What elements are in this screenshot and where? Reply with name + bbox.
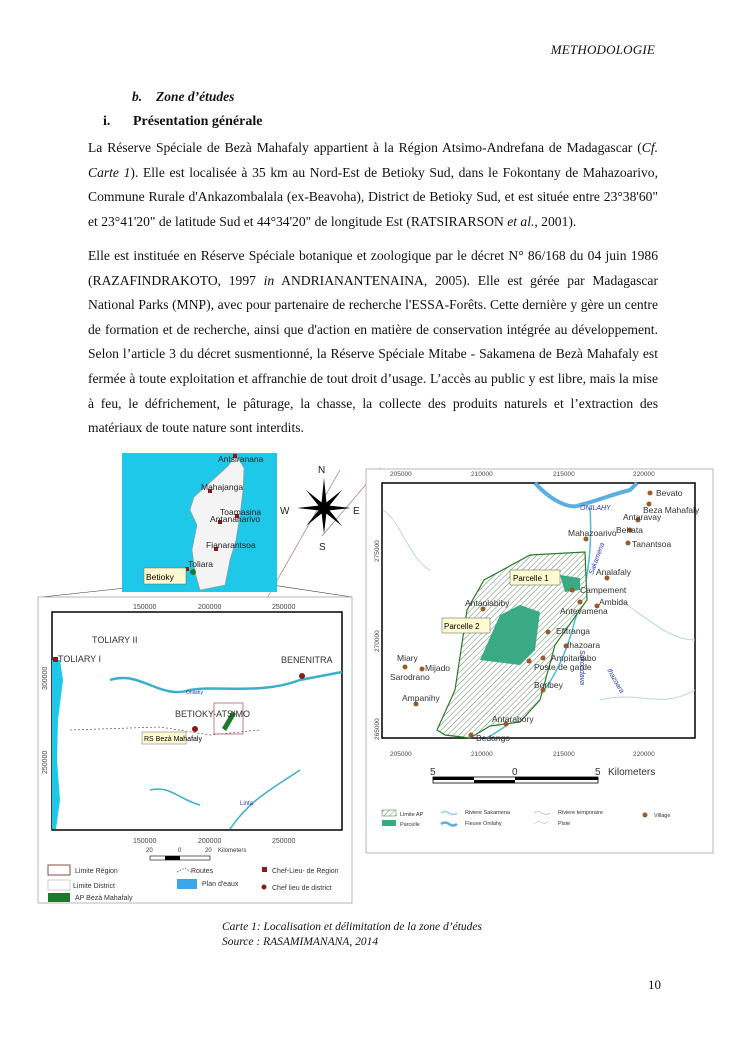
x-tick: 200000 — [198, 604, 222, 611]
x-tick: 205000 — [390, 471, 412, 478]
scale-label: 20 — [146, 848, 153, 854]
running-header: METHODOLOGIE — [550, 42, 655, 57]
scale-label: 20 — [205, 848, 212, 854]
section-letter: b. — [132, 89, 143, 104]
regional-map — [38, 597, 352, 903]
district-label: BETIOKY-ATSIMO — [175, 709, 251, 719]
city-label: Toamasina — [220, 507, 262, 517]
x-tick: 205000 — [390, 751, 412, 758]
legend-label: Limite AP — [400, 812, 424, 818]
village-label: Beza Mahafaly — [643, 505, 700, 515]
compass-rose-icon — [280, 465, 360, 553]
subsection-numeral: i. — [103, 114, 111, 129]
village-label: Sarodrano — [390, 672, 430, 682]
village-label: Analafaly — [596, 567, 631, 577]
legend-label: Riviere temporaire — [558, 810, 603, 816]
section-title: Zone d’études — [156, 89, 235, 104]
legend-label: Village — [654, 813, 671, 819]
city-label: Antsiranana — [218, 454, 264, 464]
y-tick: 300000 — [42, 666, 49, 690]
x-tick: 220000 — [633, 751, 655, 758]
y-tick: 270000 — [374, 630, 381, 652]
village-label: Poste de garde — [534, 662, 592, 672]
village-label: Bevato — [656, 488, 683, 498]
scale-unit: Kilometers — [218, 848, 247, 854]
legend-label: Chef lieu de district — [272, 885, 332, 892]
legend-label: Piste — [558, 821, 571, 827]
legend-label: Routes — [191, 868, 214, 875]
x-tick: 150000 — [133, 604, 157, 611]
x-tick: 215000 — [553, 471, 575, 478]
village-label: Antevamena — [560, 606, 608, 616]
village-label: Antaolabiby — [465, 598, 510, 608]
village-label: Antarabory — [492, 714, 534, 724]
village-label: Tanantsoa — [632, 539, 672, 549]
betioky-callout: Betioky — [146, 572, 174, 582]
scale-label: 5 — [430, 767, 436, 778]
river-label: Ihazoara — [605, 667, 625, 695]
district-label: TOLIARY II — [92, 635, 138, 645]
city-label: Mahajanga — [201, 482, 244, 492]
river-label: Onilahy — [186, 690, 203, 696]
legend-label: Plan d'eaux — [202, 881, 239, 888]
figure-reference: Cf. Carte 1 — [88, 140, 658, 180]
caption-title: Carte 1: Localisation et délimitation de la zone d’études — [222, 921, 482, 933]
village-label: Mijado — [425, 663, 451, 673]
x-tick: 200000 — [198, 838, 222, 845]
y-tick: 275000 — [374, 540, 381, 562]
river-label: Sakamena — [588, 541, 607, 576]
figure-caption — [222, 920, 482, 950]
legend-label: Riviere Sakamena — [465, 810, 510, 816]
village-label: Boribey — [534, 680, 563, 690]
text: ). Elle est localisée à 35 km au Nord-Est de Betioky Sud, dans le Fokontany de Mahazoarivo, Commune Rurale d'Ankazombalala (ex-Beavoha), District de Betioky Sud, et est située entre 23°38'60" et 23°41'20" de latitude Sud et 44°34'20" de longitude Est (RATSIRARSON — [88, 164, 658, 229]
compass-w: W — [280, 506, 290, 517]
village-label: Bedango — [476, 733, 511, 743]
madagascar-inset-map — [122, 453, 277, 592]
text: ANDRIANANTENAINA, 2005). Elle est gérée par Madagascar National Parks (MNP), avec pour partenaire de recherche l'ESSA-Forêts. Cette dernière y gère un centre de formation et de recherche, ainsi que d'action en matière de conservation intégrée au développement. Selon l’article 3 du décret susmentionné, la Réserve Spéciale Mitabe - Sakamena de Bezà Mahafaly est fermée à toute exploitation et affranchie de tout droit d’usage. L’accès au public y est libre, mais la mise à feu, le défrichement, le pâturage, la chasse, la collecte des produits naturels et l’extraction des matériaux de toute nature sont interdits. — [88, 272, 658, 436]
x-tick: 215000 — [553, 751, 575, 758]
citation-etal: et al., — [507, 213, 538, 229]
x-tick: 210000 — [471, 471, 493, 478]
city-label: Fianarantsoa — [206, 540, 256, 550]
y-tick: 265000 — [374, 718, 381, 740]
village-label: Behata — [616, 525, 643, 535]
village-label: Ambida — [599, 597, 628, 607]
y-tick: 250000 — [42, 750, 49, 774]
river-label: Sakondava — [578, 650, 585, 686]
rs-beza-callout: RS Bezà Mahafaly — [144, 736, 202, 743]
detail-map — [366, 469, 713, 853]
parcelle-2-callout: Parcelle 2 — [444, 622, 480, 631]
betioky-marker — [190, 569, 196, 575]
x-tick: 150000 — [133, 838, 157, 845]
river-label: Linta — [240, 801, 254, 807]
scale-label: 5 — [595, 767, 601, 778]
district-label: BENENITRA — [281, 655, 333, 665]
scale-label: 0 — [512, 767, 518, 778]
caption-source: Source : RASAMIMANANA, 2014 — [222, 936, 379, 948]
district-label: TOLIARY I — [58, 654, 102, 664]
x-tick: 250000 — [272, 838, 296, 845]
legend-label: Limite Région — [75, 868, 118, 875]
village-label: Miary — [397, 653, 418, 663]
village-label: Ihazoara — [567, 640, 601, 650]
village-label: Antaravay — [623, 512, 662, 522]
x-tick: 220000 — [633, 471, 655, 478]
compass-s: S — [319, 542, 326, 553]
village-label: Ampitanabo — [551, 653, 597, 663]
city-label: Antananarivo — [210, 514, 261, 524]
text: Elle est instituée en Réserve Spéciale botanique et zoologique par le décret N° 86/168 du 04 juin 1986 (RAZAFINDRAKOTO, 1997 — [88, 248, 658, 288]
village-label: Mahazoarivo — [568, 528, 617, 538]
parcelle-1-callout: Parcelle 1 — [513, 574, 549, 583]
city-label: Toliara — [188, 559, 214, 569]
x-tick: 250000 — [272, 604, 296, 611]
scale-unit: Kilometers — [608, 767, 656, 778]
subsection-title: Présentation générale — [133, 114, 263, 129]
citation-in: in — [263, 272, 275, 288]
text: La Réserve Spéciale de Bezà Mahafaly appartient à la Région Atsimo-Andrefana de Madagascar ( — [88, 140, 642, 155]
village-label: Efitranga — [556, 626, 591, 636]
legend-label: Parcelle — [400, 822, 420, 828]
village-label: Campement — [580, 585, 627, 595]
compass-n: N — [318, 465, 326, 476]
x-tick: 210000 — [471, 751, 493, 758]
river-label: ONILAHY — [580, 505, 611, 512]
legend-label: Chef-Lieu- de Region — [272, 868, 339, 875]
legend-label: Fleuve Onilahy — [465, 821, 502, 827]
page-number: 10 — [648, 977, 661, 992]
compass-e: E — [353, 506, 360, 517]
village-label: Ampanihy — [402, 693, 440, 703]
scale-label: 0 — [178, 848, 182, 854]
legend-label: Limite District — [73, 883, 116, 890]
text: 2001). — [537, 213, 577, 229]
legend-label: AP Bezà Mahafaly — [75, 895, 133, 902]
